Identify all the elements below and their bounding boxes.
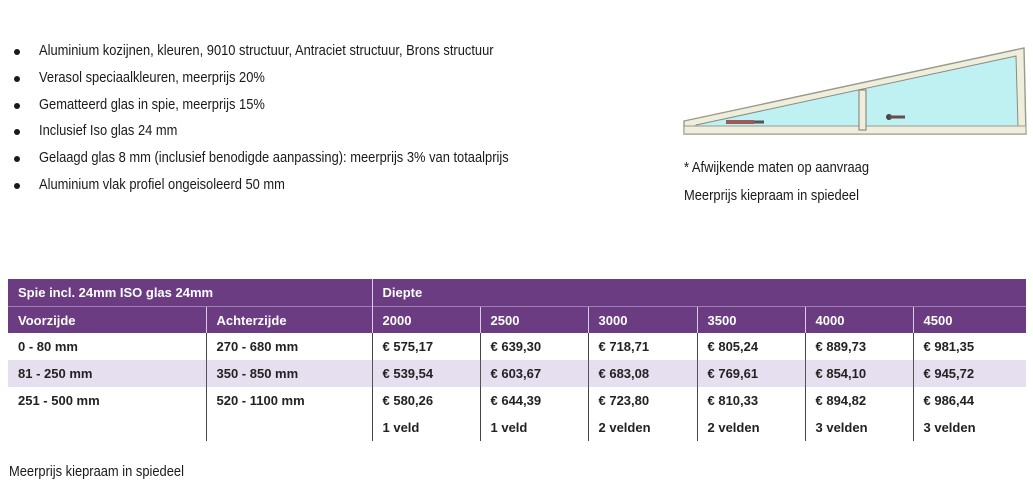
group-header-spie: Spie incl. 24mm ISO glas 24mm [8,279,372,307]
feature-item: Gelaagd glas 8 mm (inclusief benodigde aanpassing): meerprijs 3% van totaalprijs [14,145,585,172]
back-range: 520 - 1100 mm [206,387,372,414]
price-table [8,279,1026,441]
col-header-depth: 4000 [805,307,913,334]
tilt-window-note: Meerprijs kiepraam in spiedeel [684,187,859,204]
custom-sizes-note: * Afwijkende maten op aanvraag [684,159,870,176]
feature-item: Verasol speciaalkleuren, meerprijs 20% [14,65,585,92]
bullet-icon [14,129,20,135]
price-cell: € 981,35 [913,333,1026,360]
price-cell: € 889,73 [805,333,913,360]
price-cell: € 723,80 [588,387,697,414]
table-row [8,333,1026,360]
price-cell: € 683,08 [588,360,697,387]
front-range: 0 - 80 mm [18,339,78,354]
col-header-depth: 2500 [480,307,588,334]
col-header-achterzijde: Achterzijde [206,307,372,334]
fields-cell: 3 velden [805,414,913,441]
price-cell: € 986,44 [913,387,1026,414]
feature-item: Aluminium kozijnen, kleuren, 9010 structuur, Antraciet structuur, Brons structuur [14,38,585,65]
back-range: 350 - 850 mm [206,360,372,387]
price-cell: € 805,24 [697,333,805,360]
price-cell: € 769,61 [697,360,805,387]
fields-cell: 2 velden [588,414,697,441]
wedge-window-drawing [682,44,1028,138]
fields-row [8,414,1026,441]
price-cell: € 810,33 [697,387,805,414]
table-group-header [8,279,1026,307]
bullet-icon [14,156,20,162]
col-header-depth: 3000 [588,307,697,334]
price-cell: € 580,26 [372,387,480,414]
col-header-voorzijde: Voorzijde [8,307,206,334]
fields-cell: 1 veld [480,414,588,441]
group-header-diepte: Diepte [372,279,1026,307]
price-cell: € 718,71 [588,333,697,360]
empty-cell [206,414,372,441]
col-header-depth: 2000 [372,307,480,334]
table-column-header [8,307,1026,334]
bullet-icon [14,76,20,82]
price-cell: € 603,67 [480,360,588,387]
price-cell: € 539,54 [372,360,480,387]
bullet-icon [14,183,20,189]
price-cell: € 854,10 [805,360,913,387]
footer-note: Meerprijs kiepraam in spiedeel [9,463,184,480]
front-range: 251 - 500 mm [18,393,100,408]
bullet-icon [14,49,20,55]
fields-cell: 2 velden [697,414,805,441]
feature-item: Gematteerd glas in spie, meerprijs 15% [14,92,585,119]
price-cell: € 639,30 [480,333,588,360]
back-range: 270 - 680 mm [206,333,372,360]
fields-cell: 1 veld [372,414,480,441]
price-cell: € 894,82 [805,387,913,414]
feature-item: Inclusief Iso glas 24 mm [14,118,585,145]
col-header-depth: 4500 [913,307,1026,334]
empty-cell [8,414,206,441]
feature-item: Aluminium vlak profiel ongeisoleerd 50 mm [14,172,585,199]
price-cell: € 575,17 [372,333,480,360]
table-row [8,387,1026,414]
fields-cell: 3 velden [913,414,1026,441]
feature-list [14,38,585,199]
table-row [8,360,1026,387]
bullet-icon [14,103,20,109]
price-cell: € 945,72 [913,360,1026,387]
front-range: 81 - 250 mm [8,360,206,387]
price-cell: € 644,39 [480,387,588,414]
col-header-depth: 3500 [697,307,805,334]
